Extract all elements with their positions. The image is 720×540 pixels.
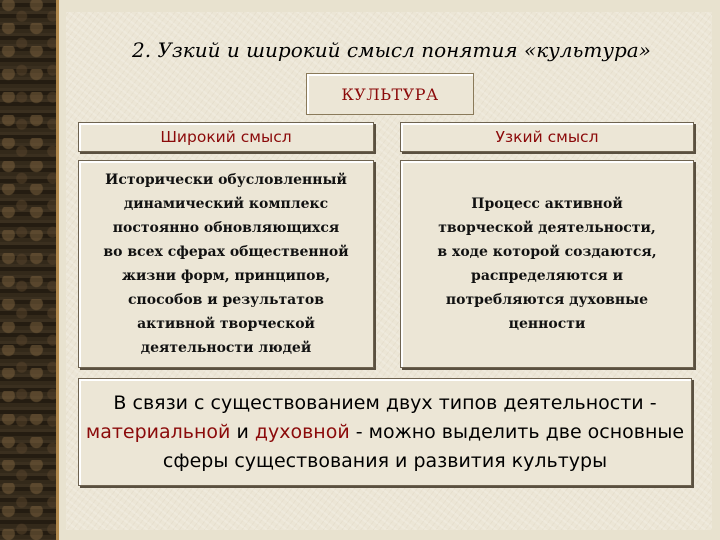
summary-text: [83, 389, 687, 476]
sidebar-border: [56, 0, 59, 540]
summary-part-3: - можно выделить две основные сферы существования и развития культуры: [162, 420, 685, 472]
spiritual-term: духовной: [254, 420, 350, 443]
narrow-meaning-box: [400, 160, 694, 368]
slide-title: 2. Узкий и широкий смысл понятия «культура»: [132, 38, 651, 62]
broad-meaning-heading-box: [78, 122, 374, 152]
broad-meaning-heading: Широкий смысл: [160, 128, 292, 146]
root-concept-label: КУЛЬТУРА: [341, 84, 439, 104]
material-term: материальной: [85, 420, 231, 443]
narrow-meaning-heading: Узкий смысл: [495, 128, 599, 146]
root-concept-box: [306, 73, 474, 115]
summary-part-1: В связи с существованием двух типов деятельности -: [113, 391, 657, 414]
decorative-sidebar: [0, 0, 56, 540]
summary-box: [78, 378, 692, 486]
broad-meaning-box: [78, 160, 374, 368]
broad-meaning-text: Исторически обусловленный динамический комплекс постоянно обновляющихся во всех сферах общественной жизни форм, принципов, способов и результатов активной творческой деятельности людей: [103, 172, 349, 356]
summary-part-2: и: [230, 420, 255, 443]
narrow-meaning-text: Процесс активной творческой деятельности, в ходе которой создаются, распределяются и потребляются духовные ценности: [437, 196, 657, 332]
narrow-meaning-heading-box: [400, 122, 694, 152]
